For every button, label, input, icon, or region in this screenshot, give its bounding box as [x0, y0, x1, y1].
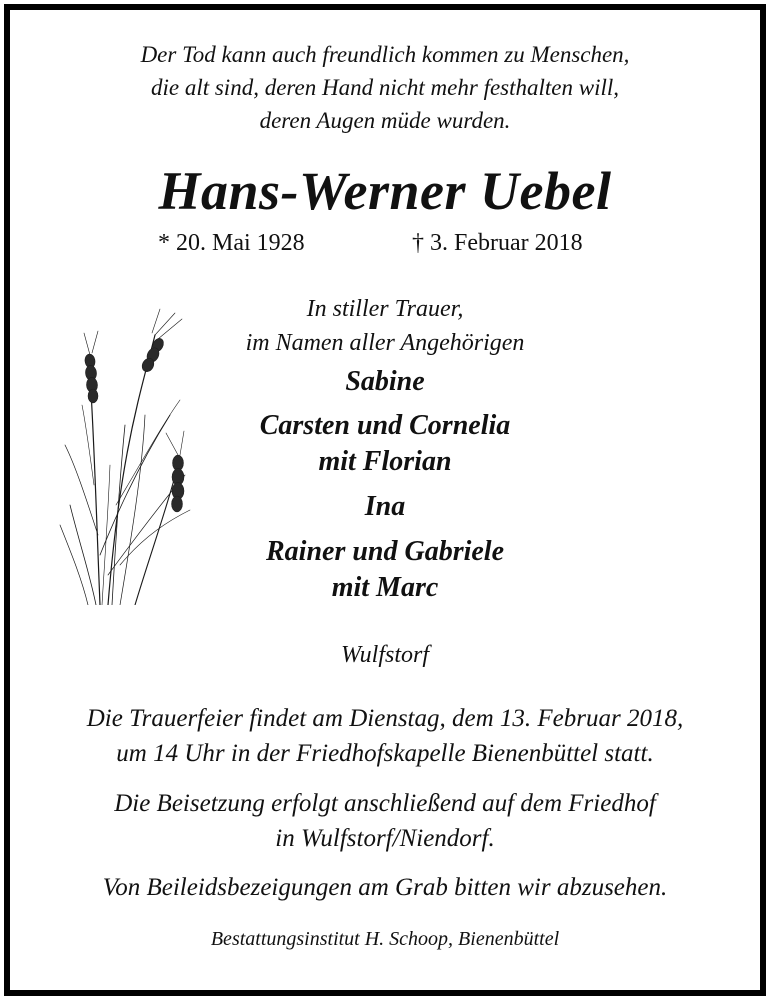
burial-line-1: Die Beisetzung erfolgt anschließend auf dem Friedhof: [114, 790, 656, 817]
motto-line-3: deren Augen müde wurden.: [259, 108, 511, 133]
mourner-name: mit Marc: [331, 572, 439, 603]
death-date: † 3. Februar 2018: [412, 230, 583, 256]
birth-date: * 20. Mai 1928: [158, 230, 305, 256]
wheat-ears-icon: [50, 305, 200, 605]
mourner-name: Ina: [364, 491, 406, 522]
mourner-name: Sabine: [345, 366, 425, 397]
motto-line-1: Der Tod kann auch freundlich kommen zu Menschen,: [140, 42, 630, 67]
residence-place: Wulfstorf: [340, 642, 430, 668]
mourning-intro-1: In stiller Trauer,: [306, 296, 464, 322]
ceremony-line-1: Die Trauerfeier findet am Dienstag, dem 13. Februar 2018,: [86, 705, 684, 732]
mourning-intro-2: im Namen aller Angehörigen: [245, 330, 525, 356]
condolence-request: Von Beileidsbezeigungen am Grab bitten wir abzusehen.: [102, 874, 668, 901]
funeral-home: Bestattungsinstitut H. Schoop, Bienenbüttel: [210, 928, 560, 950]
ceremony-line-2: um 14 Uhr in der Friedhofskapelle Bienenbüttel statt.: [116, 740, 654, 767]
mourner-name: Carsten und Cornelia: [259, 410, 511, 441]
motto-line-2: die alt sind, deren Hand nicht mehr festhalten will,: [150, 75, 620, 100]
burial-line-2: in Wulfstorf/Niendorf.: [275, 825, 495, 852]
mourner-name: Rainer und Gabriele: [265, 536, 505, 567]
deceased-name: Hans-Werner Uebel: [158, 161, 612, 221]
mourner-name: mit Florian: [318, 446, 452, 477]
